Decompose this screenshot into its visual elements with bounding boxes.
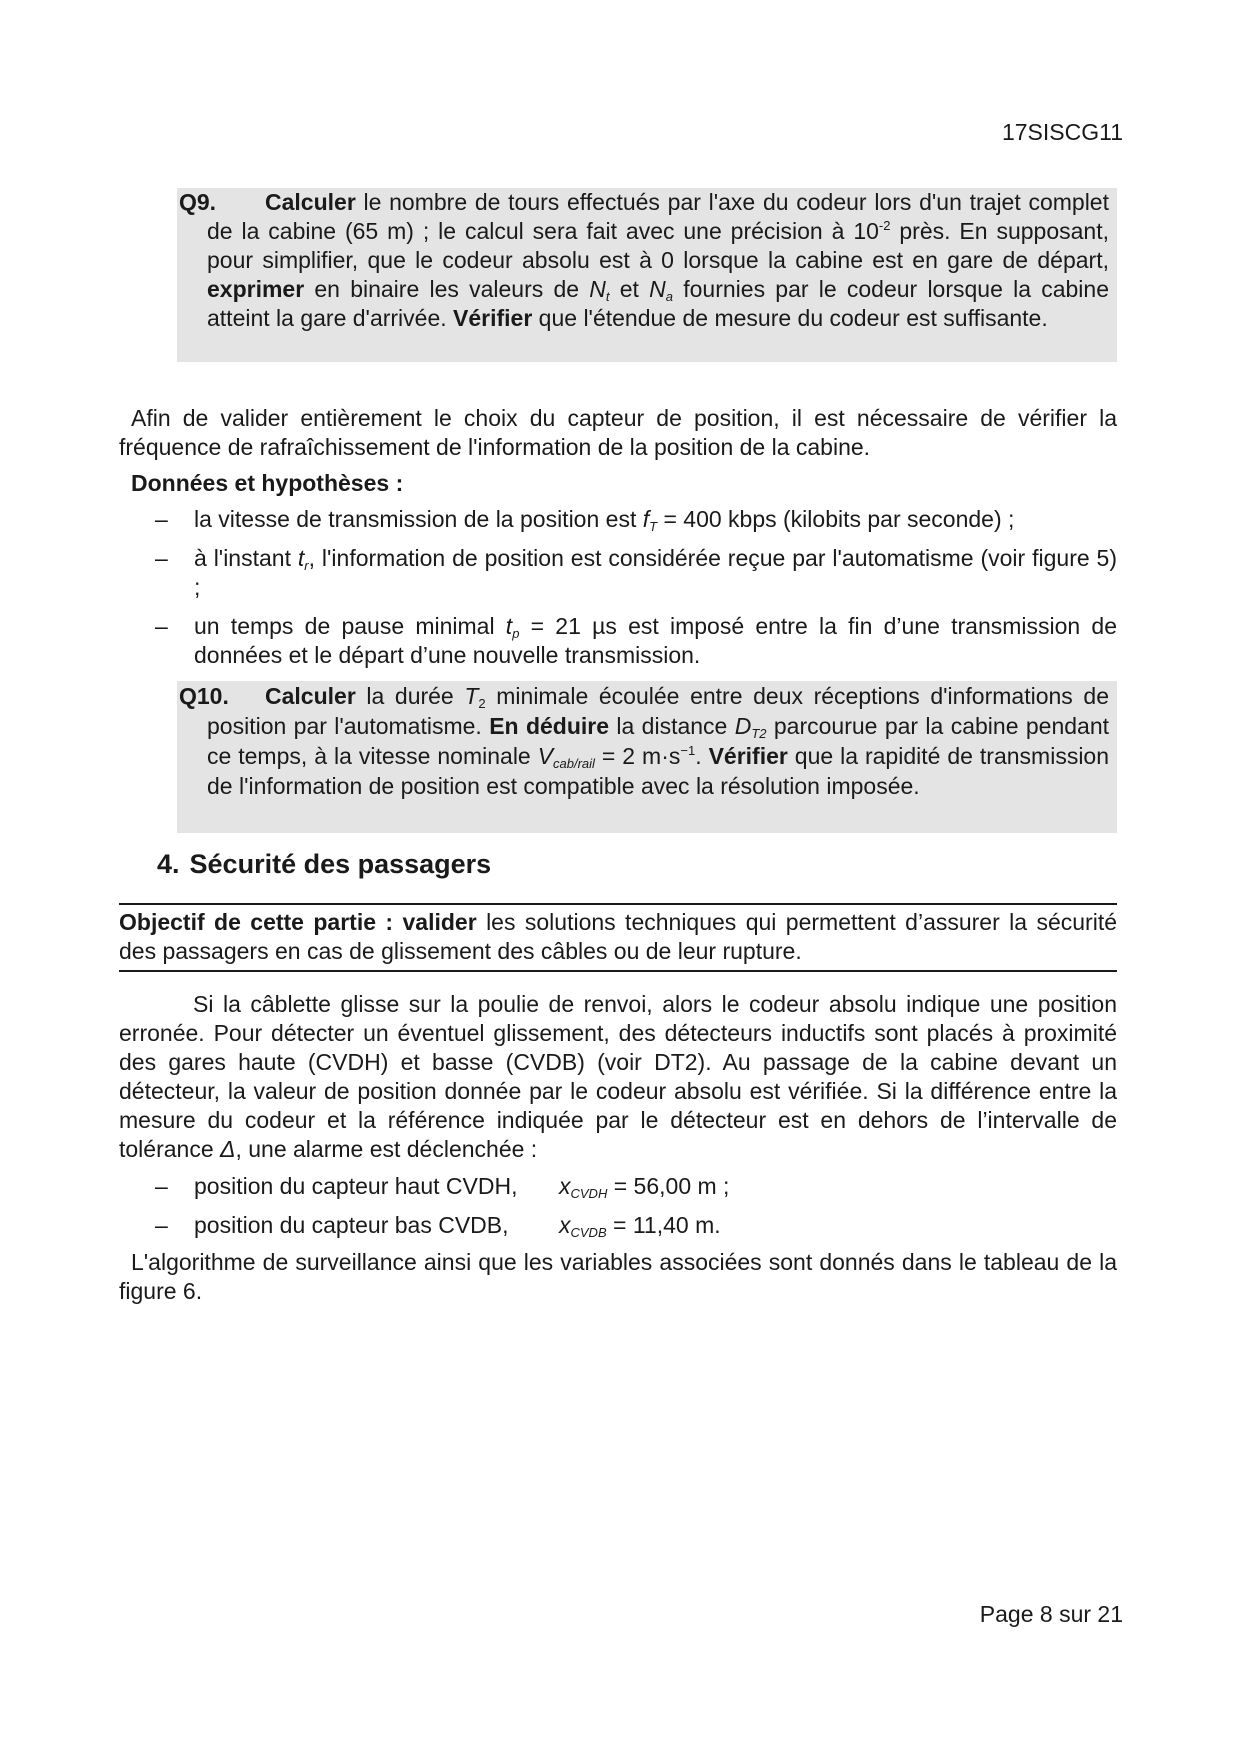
question-q10-box [177,681,1117,833]
instruction-verb: Calculer [265,189,356,215]
variable-subscript: r [304,558,309,573]
list-item [119,1211,1117,1240]
objective-text: les solutions techniques qui permettent d’assurer la sécurité des passagers en cas de glissement des câbles ou de leur rupture. [119,909,1118,964]
objective-verb: valider [402,909,477,935]
question-text: que l'étendue de mesure du codeur est suffisante. [532,305,1048,331]
variable-subscript: 2 [478,696,486,711]
question-text: parcourue par la cabine pendant ce temps, à la vitesse nominale [207,713,1109,769]
hypotheses-list [119,505,1117,670]
question-text: la durée [355,683,465,709]
dash-bullet: – [155,506,168,532]
item-text: = 56,00 m ; [607,1173,730,1199]
question-text: fournies par le codeur lorsque la cabine atteint la gare d'arrivée. [207,276,1110,331]
intro-text: Afin de valider entièrement le choix du capteur de position, il est nécessaire de vérifier la fréquence de rafraîchissement de l'information de la position de la cabine. [119,405,1117,460]
document-code: 17SISCG11 [1001,119,1123,145]
intro-paragraph [119,404,1117,462]
section-body-paragraph [119,990,1117,1164]
sensor-list [119,1172,1117,1240]
question-text: . [695,743,709,769]
variable: x [559,1212,571,1238]
instruction-verb: Vérifier [453,305,533,331]
tolerance-symbol: Δ [220,1136,236,1162]
variable: N [649,276,666,302]
question-text: et [609,276,650,302]
objective-label: Objectif de cette partie : [119,909,394,935]
variable: t [297,545,305,571]
dash-bullet: – [155,545,168,571]
variable-subscript: p [512,626,520,641]
question-text: la distance [609,713,735,739]
variable-subscript: T [649,519,658,534]
item-text: la vitesse de transmission de la position est [194,506,643,532]
paragraph-text: , une alarme est déclenchée : [235,1136,538,1162]
paragraph-text: Si la câblette glisse sur la poulie de renvoi, alors le codeur absolu indique une position erronée. Pour détecter un éventuel glissement, des détecteurs inductifs sont placés à proximité des gares haute (CVDH) et basse (CVDB) (voir DT2). Au passage de la cabine devant un détecteur, la valeur de position donnée par le codeur absolu est vérifiée. Si la différence entre la mesure du codeur et la référence indiquée par le détecteur est en dehors de l’intervalle de tolérance [119,991,1117,1162]
section-title: Sécurité des passagers [189,849,492,879]
variable: D [734,713,752,739]
question-text: que la rapidité de transmission de l'information de position est compatible avec la résolution imposée. [207,743,1110,799]
instruction-verb: Vérifier [708,743,788,769]
question-q9-box [177,188,1117,362]
question-number: Q10. [179,683,229,709]
variable-subscript: CVDB [570,1225,607,1240]
item-text: un temps de pause minimal [194,613,506,639]
exponent: −1 [680,743,696,758]
dash-bullet: – [155,613,168,639]
variable-subscript: T2 [751,726,767,741]
list-item [119,1172,1117,1201]
item-text: position du capteur bas CVDB, [194,1212,509,1238]
question-number: Q9. [179,189,217,215]
instruction-verb: Calculer [265,683,356,709]
variable: x [559,1173,571,1199]
closing-paragraph [119,1248,1117,1306]
exponent: -2 [878,218,891,233]
dash-bullet: – [155,1212,168,1238]
variable-subscript: cab/rail [553,756,595,771]
item-text: à l'instant [194,545,298,571]
variable-subscript: CVDH [570,1186,608,1201]
variable: t [505,613,513,639]
variable: N [589,276,606,302]
objective-box [119,903,1117,972]
question-text: en binaire les valeurs de [304,276,590,302]
item-text: position du capteur haut CVDH, [194,1173,518,1199]
instruction-verb: exprimer [207,276,305,302]
data-heading: Données et hypothèses : [131,470,404,496]
variable: V [537,743,554,769]
list-item [119,612,1117,670]
question-text: près. En supposant, pour simplifier, que le codeur absolu est à 0 lorsque la cabine est en gare de départ, [207,218,1109,273]
page-number: Page 8 sur 21 [979,1601,1123,1627]
item-text: = 11,40 m. [606,1212,721,1238]
section-number: 4. [157,849,180,879]
paragraph-text: L'algorithme de surveillance ainsi que les variables associées sont donnés dans le tableau de la figure 6. [119,1249,1117,1304]
variable-subscript: t [605,289,610,304]
item-text: = 400 kbps (kilobits par seconde) ; [657,506,1015,532]
question-text: le nombre de tours effectués par l'axe du codeur lors d'un trajet complet de la cabine (65 m) ; le calcul sera fait avec une précision à 10 [207,189,1109,244]
instruction-verb: En déduire [489,713,610,739]
question-text: minimale écoulée entre deux réceptions d'informations de position par l'automatisme. [207,683,1109,739]
item-text: , l'information de position est considérée reçue par l'automatisme (voir figure 5) ; [194,545,1118,600]
section-heading [157,850,491,879]
question-text: = 2 m·s [594,743,681,769]
list-item [119,544,1117,602]
variable: f [642,506,650,532]
variable: T [464,683,479,709]
variable-subscript: a [665,289,674,304]
dash-bullet: – [155,1173,168,1199]
list-item [119,505,1117,534]
item-text: = 21 µs est imposé entre la fin d’une transmission de données et le départ d’une nouvelle transmission. [194,613,1117,668]
